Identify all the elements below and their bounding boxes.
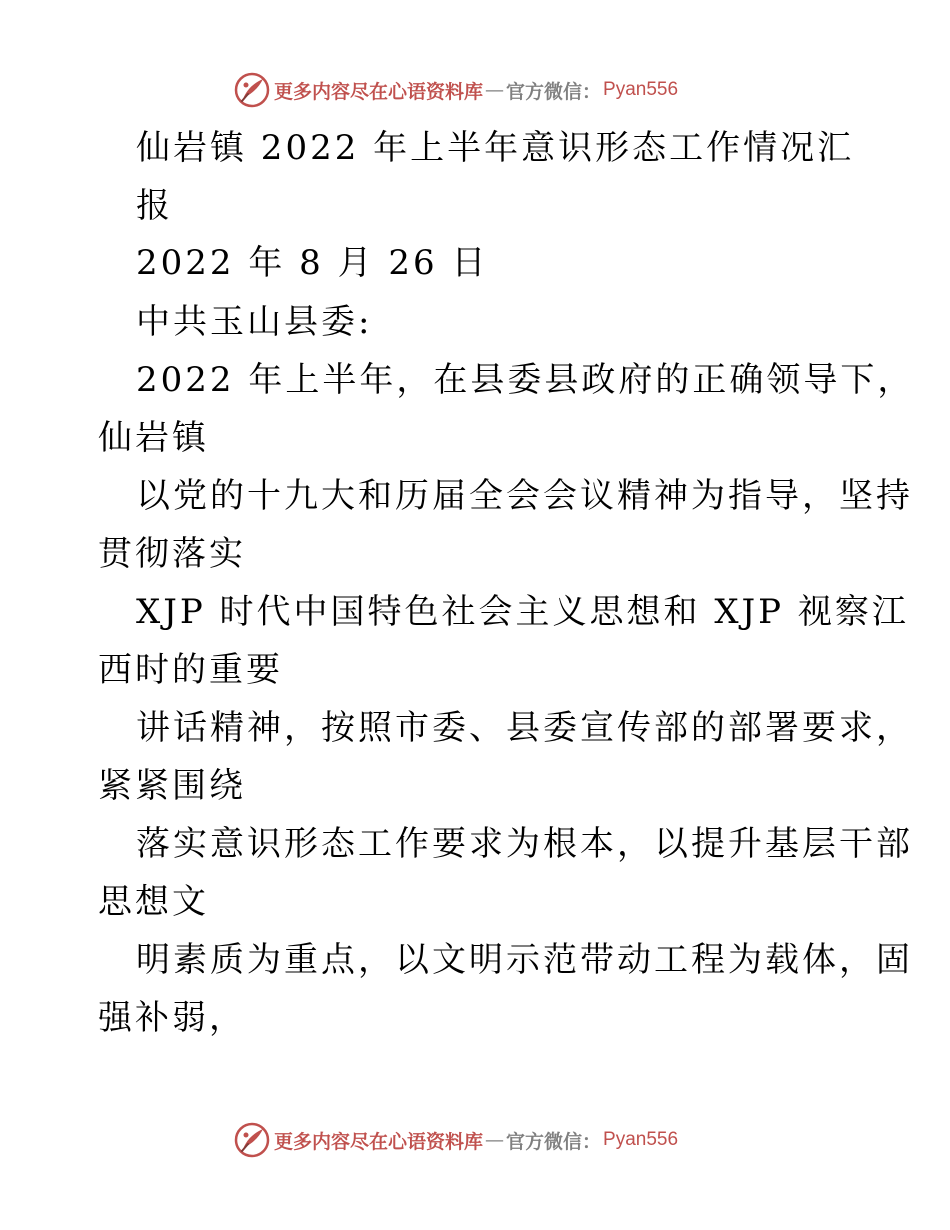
watermark-wechat-id: Pyan556 [603, 79, 679, 100]
watermark-wechat-label: 官方微信： [506, 1130, 602, 1153]
doc-paragraph-line: 落实意识形态工作要求为根本，以提升基层干部 [136, 824, 913, 864]
doc-paragraph-line: 西时的重要 [98, 650, 283, 690]
watermark-dash: — [485, 79, 505, 101]
watermark-wechat-label: 官方微信： [506, 80, 602, 103]
header-watermark [234, 70, 714, 110]
doc-title-line-2: 报 [136, 186, 173, 226]
feather-pen-logo-icon [234, 72, 270, 108]
watermark-text: 更多内容尽在心语资料库 [274, 1130, 484, 1153]
watermark-wechat-id: Pyan556 [603, 1129, 679, 1150]
doc-recipient: 中共玉山县委: [136, 302, 373, 342]
doc-date: 2022 年 8 月 26 日 [136, 243, 489, 283]
doc-paragraph-line: XJP 时代中国特色社会主义思想和 XJP 视察江 [136, 592, 909, 632]
doc-paragraph-line: 思想文 [98, 882, 209, 922]
doc-paragraph-line: 强补弱， [98, 998, 246, 1038]
doc-paragraph-line: 紧紧围绕 [98, 766, 246, 806]
watermark-text: 更多内容尽在心语资料库 [274, 80, 484, 103]
feather-pen-logo-icon [234, 1122, 270, 1158]
doc-paragraph-line: 以党的十九大和历届全会会议精神为指导，坚持 [136, 476, 913, 516]
doc-paragraph-line: 贯彻落实 [98, 534, 246, 574]
watermark-dash: — [485, 1129, 505, 1151]
doc-paragraph-line: 2022 年上半年，在县委县政府的正确领导下， [136, 360, 915, 400]
doc-paragraph-line: 仙岩镇 [98, 418, 209, 458]
doc-paragraph-line: 讲话精神，按照市委、县委宣传部的部署要求， [136, 708, 913, 748]
doc-paragraph-line: 明素质为重点，以文明示范带动工程为载体，固 [136, 940, 913, 980]
footer-watermark [234, 1120, 714, 1160]
doc-title-line-1: 仙岩镇 2022 年上半年意识形态工作情况汇 [136, 128, 855, 168]
